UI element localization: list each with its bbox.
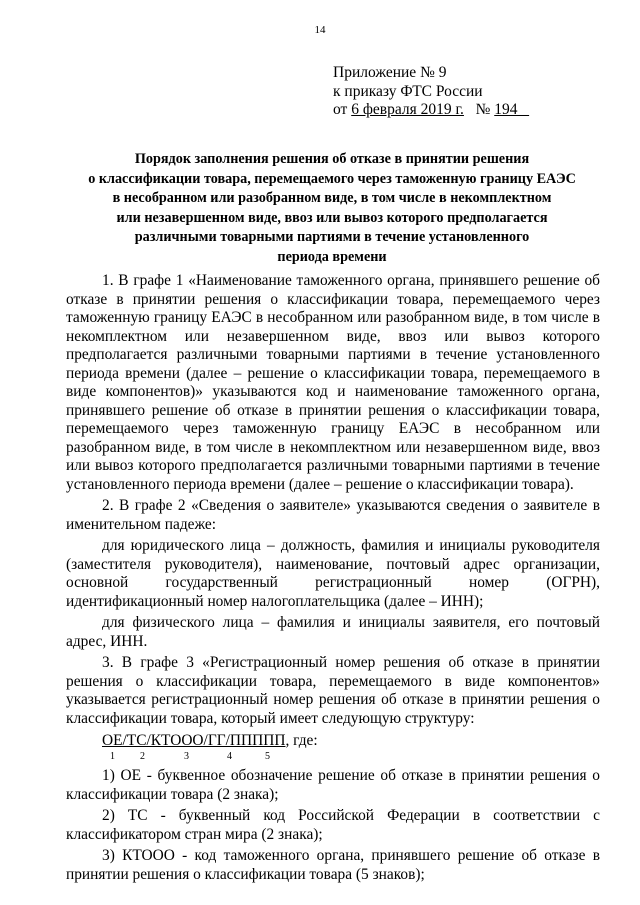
number-structure: [102, 732, 600, 764]
document-title: [62, 150, 602, 267]
list-item-2: 2) ТС - буквенный код Российской Федерации в соответствии с классификатором стран мира (2 знака);: [66, 807, 600, 843]
paragraph-2-legal-entity: для юридического лица – должность, фамилия и инициалы руководителя (заместителя руководителя), наименование, почтовый адрес организации, основной государственный регистрационный номер (ОГРН), идентификационный номер налогоплательщика (далее – ИНН);: [66, 537, 600, 610]
structure-index-1: 1: [110, 751, 115, 762]
appendix-date-prefix: от: [333, 101, 352, 118]
title-line: периода времени: [277, 248, 387, 265]
appendix-number: 194: [494, 101, 530, 118]
appendix-number-label: №: [463, 101, 495, 118]
appendix-line-2: к приказу ФТС России: [333, 82, 483, 100]
title-line: различными товарными партиями в течение установленного: [134, 229, 530, 245]
title-line: в несобранном или разобранном виде, в том числе в некомплектном: [112, 190, 552, 206]
structure-index-2: 2: [140, 751, 145, 762]
structure-index-3: 3: [184, 751, 189, 762]
title-line: или незавершенном виде, ввоз или вывоз которого предполагается: [116, 209, 548, 226]
title-line: Порядок заполнения решения об отказе в принятии решения: [134, 151, 530, 167]
appendix-date: 6 февраля 2019 г.: [351, 101, 464, 118]
list-item-1: 1) ОЕ - буквенное обозначение решение об отказе в принятии решения о классификации товара (2 знака);: [66, 767, 600, 803]
title-line: о классификации товара, перемещаемого через таможенную границу ЕАЭС: [88, 170, 576, 187]
appendix-line-3: [333, 101, 529, 120]
structure-index-5: 5: [265, 751, 270, 762]
page-number: 14: [314, 24, 326, 36]
paragraph-1: 1. В графе 1 «Наименование таможенного органа, принявшего решение об отказе в принятии решения о классификации товара, перемещаемого через таможенную границу ЕАЭС в несобранном или разобранном виде, в том числе в некомплектном или незавершенном виде, ввоз или вывоз которого предполагается различными товарными партиями в течение установленного периода времени (далее – решение о классификации товара, перемещаемого в виде компонентов)» указываются код и наименование таможенного органа, принявшего решение об отказе в принятии решения о классификации товара, перемещаемого через таможенную границу ЕАЭС в несобранном или разобранном виде, в том числе в некомплектном или незавершенном виде, ввоз или вывоз которого предполагается различными товарными партиями в течение установленного периода времени (далее – решение о классификации товара).: [66, 272, 600, 493]
structure-suffix: , где:: [285, 732, 318, 749]
paragraph-2: 2. В графе 2 «Сведения о заявителе» указываются сведения о заявителе в именительном падеже:: [66, 497, 600, 533]
paragraph-2-individual: для физического лица – фамилия и инициалы заявителя, его почтовый адрес, ИНН.: [66, 614, 600, 650]
appendix-block: [333, 64, 529, 120]
paragraph-3: 3. В графе 3 «Регистрационный номер решения об отказе в принятии решения о классификации товара, перемещаемого в виде компонентов» указывается регистрационный номер решения об отказе в принятии решения о классификации товара, который имеет следующую структуру:: [66, 654, 600, 727]
structure-index-4: 4: [227, 751, 232, 762]
document-body: [66, 272, 600, 884]
list-item-3: 3) КТООО - код таможенного органа, принявшего решение об отказе в принятии решения о классификации товара (5 знаков);: [66, 847, 600, 883]
structure-code: ОЕ/ТС/КТООО/ГГ/ППППП: [102, 732, 286, 749]
appendix-line-1: Приложение № 9: [333, 64, 447, 81]
